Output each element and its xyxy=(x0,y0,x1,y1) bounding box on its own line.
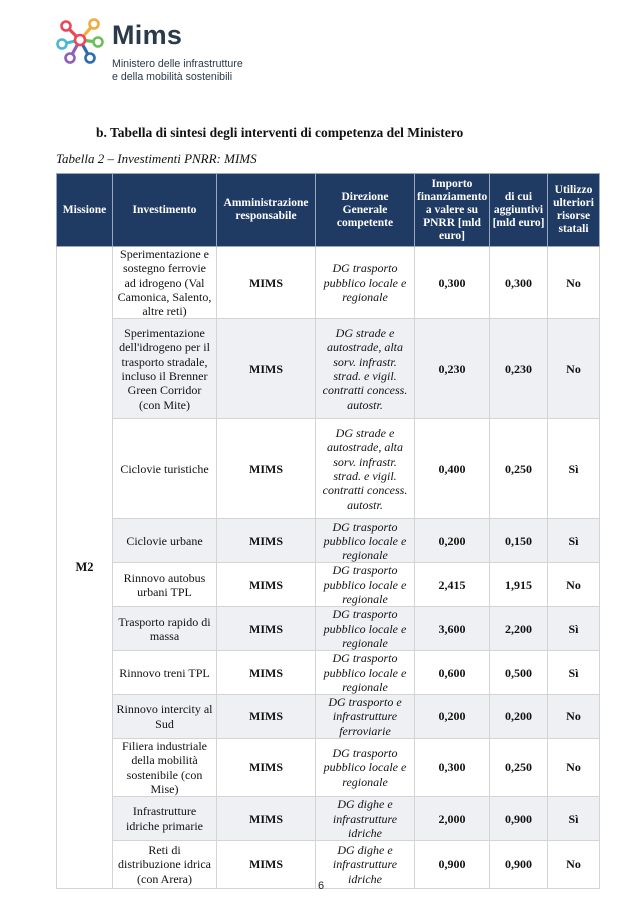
table-row xyxy=(57,519,600,563)
logo-subtitle xyxy=(112,58,243,83)
table-row xyxy=(57,419,600,519)
investimento-cell: Sperimentazione e sostegno ferrovie ad idrogeno (Val Camonica, Salento, altre reti) xyxy=(113,247,217,319)
page-number: 6 xyxy=(317,880,325,892)
importo-cell: 0,200 xyxy=(415,519,490,563)
direzione-cell: DG dighe e infrastrutture idriche xyxy=(316,841,415,889)
mims-logo-mark-icon xyxy=(56,16,104,64)
header-importo: Importo finanziamento a valere su PNRR [mld euro] xyxy=(415,174,490,247)
investimento-cell: Sperimentazione dell'idrogeno per il trasporto stradale, incluso il Brenner Green Corridor (con Mite) xyxy=(113,319,217,419)
investimento-cell: Ciclovie turistiche xyxy=(113,419,217,519)
aggiuntivi-cell: 0,300 xyxy=(490,247,548,319)
ulteriori-cell: Sì xyxy=(548,651,600,695)
investimento-cell: Rinnovo treni TPL xyxy=(113,651,217,695)
ulteriori-cell: No xyxy=(548,563,600,607)
importo-cell: 2,415 xyxy=(415,563,490,607)
direzione-cell: DG trasporto pubblico locale e regionale xyxy=(316,247,415,319)
aggiuntivi-cell: 0,250 xyxy=(490,419,548,519)
table-row xyxy=(57,651,600,695)
aggiuntivi-cell: 0,150 xyxy=(490,519,548,563)
ulteriori-cell: No xyxy=(548,841,600,889)
aggiuntivi-cell: 0,200 xyxy=(490,695,548,739)
direzione-cell: DG dighe e infrastrutture idriche xyxy=(316,797,415,841)
aggiuntivi-cell: 0,900 xyxy=(490,797,548,841)
direzione-cell: DG trasporto pubblico locale e regionale xyxy=(316,519,415,563)
table-row xyxy=(57,797,600,841)
header-direzione: Direzione Generale competente xyxy=(316,174,415,247)
table-row xyxy=(57,607,600,651)
logo-wordmark: Mims xyxy=(112,20,183,50)
amministrazione-cell: MIMS xyxy=(217,419,316,519)
header-aggiuntivi: di cui aggiuntivi [mld euro] xyxy=(490,174,548,247)
amministrazione-cell: MIMS xyxy=(217,607,316,651)
header-ulteriori: Utilizzo ulteriori risorse statali xyxy=(548,174,600,247)
aggiuntivi-cell: 0,900 xyxy=(490,841,548,889)
amministrazione-cell: MIMS xyxy=(217,841,316,889)
header-amministrazione: Amministrazione responsabile xyxy=(217,174,316,247)
table-row xyxy=(57,739,600,797)
table-row xyxy=(57,247,600,319)
amministrazione-cell: MIMS xyxy=(217,319,316,419)
importo-cell: 0,200 xyxy=(415,695,490,739)
importo-cell: 3,600 xyxy=(415,607,490,651)
importo-cell: 0,400 xyxy=(415,419,490,519)
direzione-cell: DG trasporto pubblico locale e regionale xyxy=(316,563,415,607)
amministrazione-cell: MIMS xyxy=(217,519,316,563)
direzione-cell: DG strade e autostrade, alta sorv. infrastr. strad. e vigil. contratti concess. autostr. xyxy=(316,319,415,419)
logo-subtitle-line2: e della mobilità sostenibili xyxy=(112,70,233,83)
investimento-cell: Infrastrutture idriche primarie xyxy=(113,797,217,841)
ulteriori-cell: No xyxy=(548,695,600,739)
amministrazione-cell: MIMS xyxy=(217,651,316,695)
header-investimento: Investimento xyxy=(113,174,217,247)
ulteriori-cell: No xyxy=(548,319,600,419)
investimento-cell: Filiera industriale della mobilità sostenibile (con Mise) xyxy=(113,739,217,797)
amministrazione-cell: MIMS xyxy=(217,247,316,319)
aggiuntivi-cell: 0,230 xyxy=(490,319,548,419)
table-row xyxy=(57,319,600,419)
aggiuntivi-cell: 1,915 xyxy=(490,563,548,607)
importo-cell: 0,300 xyxy=(415,739,490,797)
importo-cell: 0,600 xyxy=(415,651,490,695)
investimento-cell: Rinnovo intercity al Sud xyxy=(113,695,217,739)
investimento-cell: Trasporto rapido di massa xyxy=(113,607,217,651)
ulteriori-cell: Sì xyxy=(548,519,600,563)
direzione-cell: DG trasporto pubblico locale e regionale xyxy=(316,739,415,797)
ulteriori-cell: No xyxy=(548,247,600,319)
investimento-cell: Reti di distribuzione idrica (con Arera) xyxy=(113,841,217,889)
aggiuntivi-cell: 0,250 xyxy=(490,739,548,797)
aggiuntivi-cell: 0,500 xyxy=(490,651,548,695)
table-caption: Tabella 2 – Investimenti PNRR: MIMS xyxy=(56,151,257,166)
amministrazione-cell: MIMS xyxy=(217,797,316,841)
missione-cell: M2 xyxy=(57,247,113,889)
ulteriori-cell: Sì xyxy=(548,419,600,519)
importo-cell: 0,900 xyxy=(415,841,490,889)
table-row xyxy=(57,563,600,607)
investimento-cell: Rinnovo autobus urbani TPL xyxy=(113,563,217,607)
direzione-cell: DG trasporto pubblico locale e regionale xyxy=(316,607,415,651)
investimento-cell: Ciclovie urbane xyxy=(113,519,217,563)
amministrazione-cell: MIMS xyxy=(217,739,316,797)
direzione-cell: DG strade e autostrade, alta sorv. infrastr. strad. e vigil. contratti concess. autostr. xyxy=(316,419,415,519)
aggiuntivi-cell: 2,200 xyxy=(490,607,548,651)
section-title: b. Tabella di sintesi degli interventi di competenza del Ministero xyxy=(96,125,464,140)
mims-logo xyxy=(56,14,276,86)
direzione-cell: DG trasporto e infrastrutture ferroviarie xyxy=(316,695,415,739)
importo-cell: 0,300 xyxy=(415,247,490,319)
table-header-row xyxy=(57,174,600,247)
importo-cell: 2,000 xyxy=(415,797,490,841)
ulteriori-cell: No xyxy=(548,739,600,797)
amministrazione-cell: MIMS xyxy=(217,563,316,607)
importo-cell: 0,230 xyxy=(415,319,490,419)
header-missione: Missione xyxy=(57,174,113,247)
direzione-cell: DG trasporto pubblico locale e regionale xyxy=(316,651,415,695)
amministrazione-cell: MIMS xyxy=(217,695,316,739)
ulteriori-cell: Sì xyxy=(548,607,600,651)
table-row xyxy=(57,695,600,739)
logo-subtitle-line1: Ministero delle infrastrutture xyxy=(112,58,243,70)
pnrr-investments-table xyxy=(56,173,600,889)
ulteriori-cell: Sì xyxy=(548,797,600,841)
